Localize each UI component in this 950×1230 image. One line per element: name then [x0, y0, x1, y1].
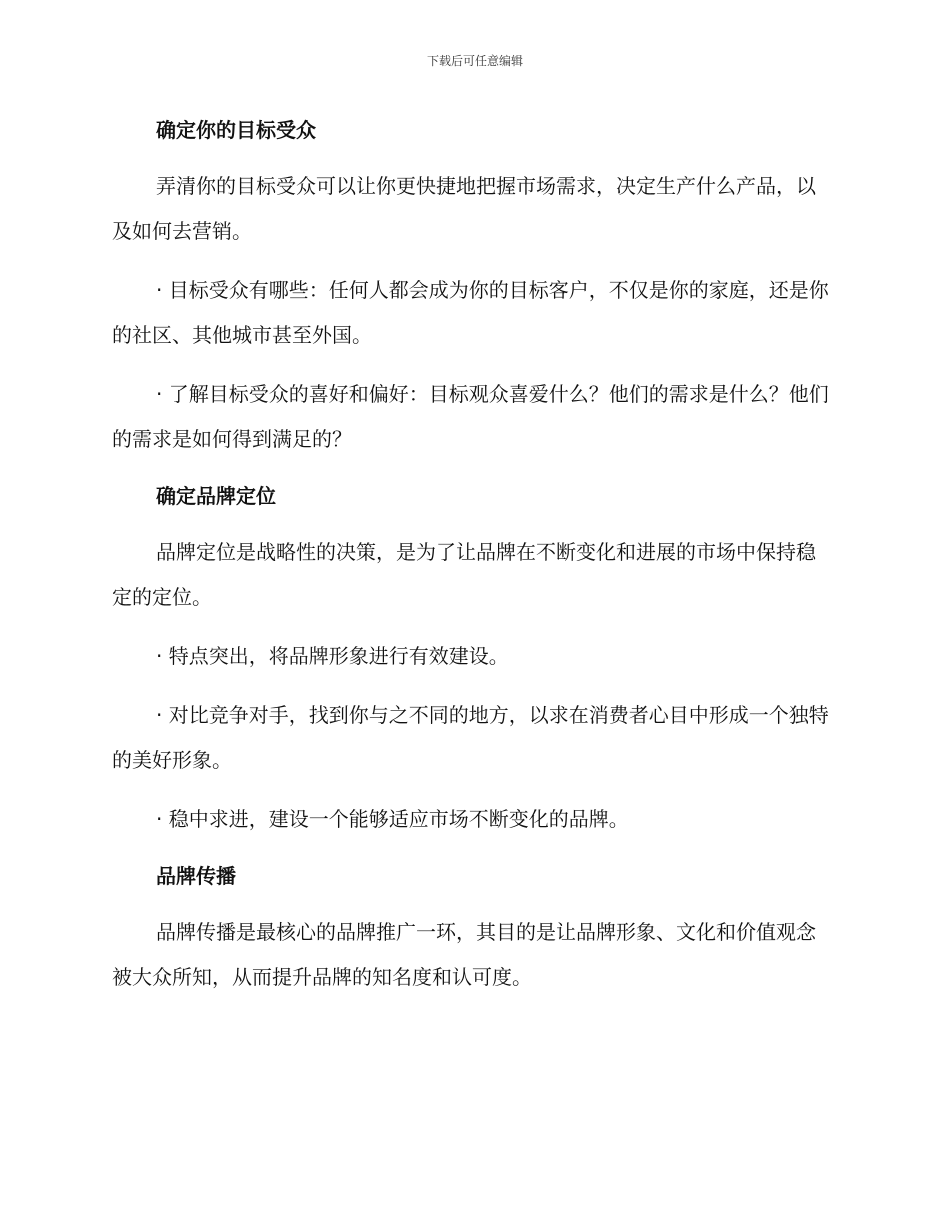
bullet-item: · 对比竞争对手，找到你与之不同的地方，以求在消费者心目中形成一个独特的美好形象。	[112, 703, 829, 772]
section-heading: 品牌传播	[156, 864, 236, 888]
bullet-item: · 特点突出，将品牌形象进行有效建设。	[156, 644, 509, 668]
page-header: 下载后可任意编辑	[426, 54, 523, 68]
bullet-item: · 稳中求进，建设一个能够适应市场不断变化的品牌。	[156, 807, 629, 831]
document-body	[112, 110, 834, 1000]
bullet-item: · 目标受众有哪些：任何人都会成为你的目标客户，不仅是你的家庭，还是你的社区、其他城市甚至外国。	[112, 278, 829, 347]
paragraph: 弄清你的目标受众可以让你更快捷地把握市场需求，决定生产什么产品，以及如何去营销。	[112, 174, 816, 243]
paragraph: 品牌定位是战略性的决策，是为了让品牌在不断变化和进展的市场中保持稳定的定位。	[112, 540, 816, 609]
bullet-item: · 了解目标受众的喜好和偏好：目标观众喜爱什么？他们的需求是什么？他们的需求是如何得到满足的？	[112, 382, 829, 451]
section-heading: 确定你的目标受众	[156, 118, 316, 142]
paragraph: 品牌传播是最核心的品牌推广一环，其目的是让品牌形象、文化和价值观念被大众所知，从而提升品牌的知名度和认可度。	[112, 920, 816, 989]
section-heading: 确定品牌定位	[156, 484, 276, 508]
